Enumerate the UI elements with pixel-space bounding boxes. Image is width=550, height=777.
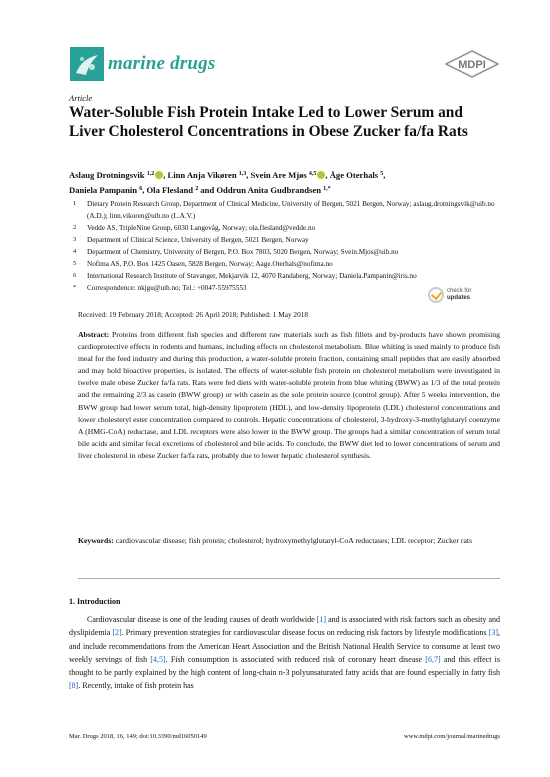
author-name: Linn Anja Vikøren bbox=[167, 170, 237, 180]
affiliation-item bbox=[69, 258, 504, 270]
body-text-run: , and include recommendations from the American Heart Association and the British National Health Service to consume at least two weekly servings of fish bbox=[69, 628, 501, 664]
body-text-run: Cardiovascular disease is one of the leading causes of death worldwide bbox=[87, 615, 317, 624]
author-name: Åge Oterhals bbox=[329, 170, 379, 180]
author-affiliation-marker: 2 bbox=[195, 185, 199, 192]
section-divider bbox=[78, 578, 500, 579]
paper-title: Water-Soluble Fish Protein Intake Led to Lower Serum and Liver Cholesterol Concentrations in Obese Zucker fa/fa Rats bbox=[69, 104, 468, 140]
affiliation-item bbox=[69, 198, 504, 222]
author-affiliation-marker: 1,* bbox=[323, 185, 331, 192]
author-name: Oddrun Anita Gudbrandsen bbox=[216, 184, 321, 195]
affiliation-number: 2 bbox=[73, 224, 77, 231]
affiliation-text: Correspondence: nkjgu@uib.no; Tel.: +0047-55975553 bbox=[87, 284, 247, 292]
orcid-icon[interactable] bbox=[155, 171, 163, 179]
abstract bbox=[78, 329, 500, 462]
author-name: Svein Are Mjøs bbox=[250, 170, 307, 180]
affiliation-number: 5 bbox=[73, 260, 77, 267]
keywords-text: cardiovascular disease; fish protein; cholesterol; hydroxymethylglutaryl-CoA reductases; LDL receptor; Zucker rats bbox=[115, 536, 473, 545]
author-affiliation-marker: 5 bbox=[380, 171, 384, 177]
footer-citation: Mar. Drugs 2018, 16, 149; doi:10.3390/md16050149 bbox=[69, 733, 207, 740]
affiliation-text: International Research Institute of Stavanger, Mekjarvik 12, 4070 Randaberg, Norway; Daniela.Pampanin@iris.no bbox=[87, 272, 417, 280]
author-affiliation-marker: 6 bbox=[139, 185, 143, 192]
affiliation-text: Vedde AS, TripleNine Group, 6030 Langevåg, Norway; ola.flesland@vedde.no bbox=[87, 224, 316, 232]
affiliation-text: Dietary Protein Research Group, Department of Clinical Medicine, University of Bergen, 5021 Bergen, Norway; aslaug.drotningsvik@uib.no (A.D.); linn.vikoren@uib.no (L.A.V.) bbox=[87, 200, 495, 220]
affiliation-text: Department of Clinical Science, University of Bergen, 5021 Bergen, Norway bbox=[87, 236, 309, 244]
author-name: Daniela Pampanin bbox=[69, 184, 138, 195]
footer-url[interactable]: www.mdpi.com/journal/marinedrugs bbox=[404, 733, 500, 740]
keywords-label: Keywords: bbox=[78, 536, 114, 545]
publication-dates: Received: 19 February 2018; Accepted: 26 April 2018; Published: 1 May 2018 bbox=[78, 310, 309, 319]
citation-link[interactable]: [1] bbox=[316, 615, 327, 624]
check-line-2: updates bbox=[447, 295, 471, 301]
abstract-text: Proteins from different fish species and different raw materials such as fish fillets and by-products have shown promising cardioprotective effects in rodents and humans, including effects on cholesterol metabolism. Blue whiting is used mainly to produce fish meal for the feed industry and during this production, a water-soluble protein fraction, containing small peptides that are easily absorbed and may hold bioactive properties, is isolated. The effects of water-soluble fish protein on cholesterol metabolism were investigated in twelve male obese Zucker fa/fa rats. Rats were fed diets with water-soluble protein from blue whiting (BWW) as 1/3 of the total protein and the remaining 2/3 as casein (BWW group) or with casein as the sole protein source (control group). After 5 weeks intervention, the BWW group had lower serum total, high-density lipoprotein (HDL), and low-density lipoprotein (LDL) cholesterol concentrations and lower cholesteryl ester concentration compared to controls. Hepatic concentrations of cholesterol, 3-hydroxy-3-methylglutaryl coenzyme A (HMG-CoA) reductase, and LDL receptors were also lower in the BWW group. The groups had a similar concentration of serum total bile acids and similar fecal excretions of cholesterol and bile acids. To conclude, the BWW diet led to lower concentrations of serum and liver cholesterol in obese Zucker fa/fa rats, probably due to lower hepatic cholesterol synthesis. bbox=[78, 330, 500, 460]
affiliation-item bbox=[69, 246, 504, 258]
body-text-run: . Fish consumption is associated with reduced risk of coronary heart disease bbox=[165, 654, 426, 664]
affiliation-number: * bbox=[73, 284, 77, 291]
citation-link[interactable]: [6,7] bbox=[425, 654, 441, 664]
affiliation-text: Nofima AS, P.O. Box 1425 Oasen, 5828 Bergen, Norway; Aage.Oterhals@nofima.no bbox=[87, 260, 333, 268]
author-line-1: Aslaug Drotningsvik $^{1,2}$ , Linn Anja Vikøren $^{1,3}$, Svein Are Mjøs $^{4,5}$ , Åge Oterhals $^5$, bbox=[69, 170, 386, 180]
body-text-run: . Primary prevention strategies for cardiovascular disease focus on reducing risk factors by lifestyle modifications bbox=[121, 628, 489, 638]
affiliation-item bbox=[69, 222, 504, 234]
citation-link[interactable]: [2] bbox=[112, 628, 122, 638]
mdpi-logo-icon bbox=[444, 50, 500, 78]
affiliation-number: 4 bbox=[73, 248, 77, 255]
journal-logo-icon bbox=[70, 47, 104, 81]
keywords bbox=[78, 535, 500, 547]
body-text-run: and this effect is thought to be partly explained by the high content of long-chain n-3 polyunsaturated fatty acids that are found especially in fatty fish bbox=[69, 654, 500, 678]
author-line-2: Daniela Pampanin $^6$, Ola Flesland $^2$ and Oddrun Anita Gudbrandsen $^{1,*}$ bbox=[69, 184, 331, 195]
affiliation-item bbox=[69, 270, 504, 282]
mdpi-logo-text: MDPI bbox=[458, 59, 486, 71]
citation-link[interactable]: [4,5] bbox=[150, 654, 166, 664]
body-text-run: . Recently, intake of fish protein has bbox=[78, 681, 194, 691]
body-text-run: and is associated with risk factors such as obesity and dyslipidemia bbox=[69, 615, 500, 638]
check-for-updates-badge[interactable] bbox=[428, 284, 500, 306]
affiliations bbox=[69, 198, 504, 294]
author-list bbox=[69, 168, 499, 197]
article-type: Article bbox=[69, 93, 93, 103]
journal-logo bbox=[70, 47, 215, 81]
author-name: Aslaug Drotningsvik bbox=[69, 170, 145, 180]
introduction-paragraph bbox=[69, 613, 500, 693]
affiliation-number: 6 bbox=[73, 272, 77, 279]
orcid-icon[interactable] bbox=[317, 171, 325, 179]
citation-link[interactable]: [8] bbox=[69, 681, 79, 691]
check-icon bbox=[428, 287, 444, 303]
citation-link[interactable]: [3] bbox=[488, 628, 499, 638]
check-line-1: check for bbox=[447, 288, 472, 294]
author-name: Ola Flesland bbox=[146, 184, 194, 195]
affiliation-number: 1 bbox=[73, 200, 77, 207]
affiliation-number: 3 bbox=[73, 236, 77, 243]
abstract-label: Abstract: bbox=[78, 330, 110, 339]
section-heading: 1. Introduction bbox=[69, 597, 121, 606]
author-affiliation-marker: 1,2 bbox=[146, 171, 155, 177]
author-affiliation-marker: 4,5 bbox=[308, 171, 317, 177]
affiliation-text: Department of Chemistry, University of Bergen, P.O. Box 7803, 5020 Bergen, Norway; Svein.Mjos@uib.no bbox=[87, 248, 399, 256]
affiliation-item bbox=[69, 234, 504, 246]
author-affiliation-marker: 1,3 bbox=[238, 171, 247, 177]
journal-name: marine drugs bbox=[108, 53, 216, 74]
